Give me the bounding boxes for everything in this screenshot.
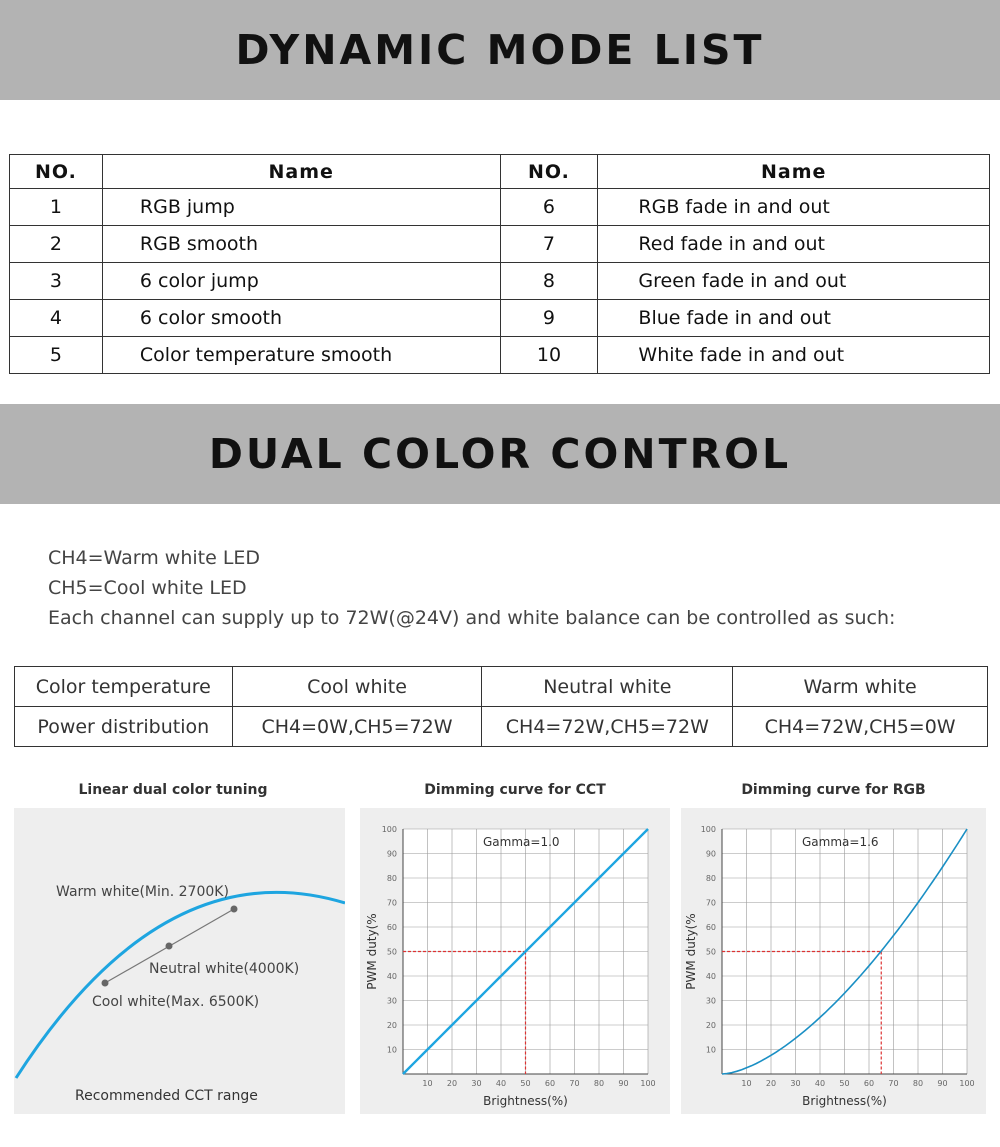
table-header-row [10, 155, 990, 189]
gamma-annotation: Gamma=1.6 [802, 835, 879, 849]
rgb-chart-title: Dimming curve for RGB [741, 782, 926, 798]
x-axis-label: Brightness(%) [802, 1094, 887, 1108]
mode-name: Blue fade in and out [598, 300, 990, 337]
table-row [10, 263, 990, 300]
table-row [10, 189, 990, 226]
intro-line-ch4: CH4=Warm white LED [48, 547, 261, 569]
mode-name: RGB jump [102, 189, 500, 226]
table-cell: CH4=72W,CH5=0W [733, 707, 988, 747]
cct-dimming-chart [360, 808, 670, 1114]
y-tick-label: 40 [386, 972, 397, 981]
mode-number: 9 [500, 300, 598, 337]
warm-white-point [231, 906, 238, 913]
y-tick-label: 30 [386, 996, 397, 1006]
x-tick-label: 90 [937, 1079, 948, 1088]
y-tick-label: 20 [386, 1021, 397, 1030]
dynamic-mode-table [9, 154, 990, 374]
x-tick-label: 100 [640, 1079, 656, 1088]
mode-number: 8 [500, 263, 598, 300]
row-label: Power distribution [15, 707, 233, 747]
mode-number: 10 [500, 337, 598, 374]
mode-number: 4 [10, 300, 103, 337]
cct-chart-title: Dimming curve for CCT [424, 782, 606, 798]
table-row [10, 226, 990, 263]
y-tick-label: 90 [705, 849, 716, 859]
linear-tuning-panel [14, 808, 345, 1114]
dynamic-mode-banner [0, 0, 1000, 100]
y-axis-label: PWM duty(% [365, 913, 379, 990]
header-no: NO. [500, 155, 598, 189]
table-row [15, 667, 988, 707]
header-name: Name [102, 155, 500, 189]
mode-name: Red fade in and out [598, 226, 990, 263]
y-tick-label: 30 [705, 996, 716, 1006]
mode-number: 7 [500, 226, 598, 263]
y-tick-label: 10 [386, 1045, 397, 1055]
x-tick-label: 30 [471, 1079, 482, 1088]
linear-tuning-diagram [14, 808, 345, 1114]
mode-number: 5 [10, 337, 103, 374]
table-row [10, 337, 990, 374]
neutral-white-point [166, 943, 173, 950]
x-tick-label: 80 [593, 1079, 605, 1088]
intro-line-capacity: Each channel can supply up to 72W(@24V) and white balance can be controlled as such: [48, 607, 896, 629]
x-tick-label: 10 [422, 1079, 433, 1088]
mode-number: 1 [10, 189, 103, 226]
y-tick-label: 70 [705, 898, 716, 908]
y-tick-label: 20 [705, 1021, 716, 1030]
table-row [10, 300, 990, 337]
mode-number: 2 [10, 226, 103, 263]
y-tick-label: 40 [705, 972, 716, 981]
rgb-chart-panel [681, 808, 986, 1114]
x-tick-label: 40 [495, 1079, 507, 1088]
y-tick-label: 60 [705, 923, 716, 932]
dual-color-title: DUAL COLOR CONTROL [208, 430, 792, 478]
y-tick-label: 50 [705, 947, 716, 957]
y-tick-label: 50 [386, 947, 397, 957]
x-tick-label: 90 [618, 1079, 629, 1088]
x-tick-label: 50 [520, 1079, 531, 1088]
table-cell: Warm white [733, 667, 988, 707]
x-axis-label: Brightness(%) [483, 1094, 568, 1108]
x-tick-label: 20 [446, 1079, 458, 1088]
table-cell: Neutral white [482, 667, 733, 707]
cool-white-point [102, 980, 109, 987]
x-tick-label: 50 [839, 1079, 850, 1088]
x-tick-label: 100 [959, 1079, 975, 1088]
y-tick-label: 60 [386, 923, 397, 932]
table-cell: Cool white [232, 667, 482, 707]
mode-name: RGB smooth [102, 226, 500, 263]
table-cell: CH4=72W,CH5=72W [482, 707, 733, 747]
row-label: Color temperature [15, 667, 233, 707]
dual-color-banner [0, 404, 1000, 504]
neutral-white-label: Neutral white(4000K) [149, 961, 300, 977]
mode-name: RGB fade in and out [598, 189, 990, 226]
y-tick-label: 10 [705, 1045, 716, 1055]
x-tick-label: 20 [765, 1079, 777, 1088]
y-tick-label: 70 [386, 898, 397, 908]
cct-chart-panel [360, 808, 670, 1114]
linear-tuning-title: Linear dual color tuning [78, 782, 268, 798]
mode-number: 3 [10, 263, 103, 300]
x-tick-label: 70 [569, 1079, 580, 1088]
y-tick-label: 80 [705, 874, 716, 883]
x-tick-label: 30 [790, 1079, 801, 1088]
header-name: Name [598, 155, 990, 189]
rgb-dimming-chart [681, 808, 986, 1114]
recommended-range-caption: Recommended CCT range [75, 1088, 258, 1104]
y-tick-label: 90 [386, 849, 397, 859]
dynamic-mode-title: DYNAMIC MODE LIST [235, 26, 765, 74]
power-distribution-table [14, 666, 988, 747]
mode-name: Color temperature smooth [102, 337, 500, 374]
y-tick-label: 100 [381, 825, 397, 834]
mode-name: White fade in and out [598, 337, 990, 374]
header-no: NO. [10, 155, 103, 189]
intro-line-ch5: CH5=Cool white LED [48, 577, 247, 599]
mode-name: Green fade in and out [598, 263, 990, 300]
table-row [15, 707, 988, 747]
x-tick-label: 40 [814, 1079, 826, 1088]
mode-name: 6 color jump [102, 263, 500, 300]
x-tick-label: 80 [912, 1079, 924, 1088]
x-tick-label: 10 [741, 1079, 752, 1088]
cool-white-label: Cool white(Max. 6500K) [92, 994, 260, 1010]
mode-name: 6 color smooth [102, 300, 500, 337]
x-tick-label: 60 [863, 1079, 875, 1088]
warm-white-label: Warm white(Min. 2700K) [56, 884, 229, 900]
table-cell: CH4=0W,CH5=72W [232, 707, 482, 747]
y-tick-label: 80 [386, 874, 397, 883]
y-axis-label: PWM duty(% [684, 913, 698, 990]
y-tick-label: 100 [700, 825, 716, 834]
mode-number: 6 [500, 189, 598, 226]
cct-curve [16, 892, 345, 1078]
x-tick-label: 60 [544, 1079, 556, 1088]
x-tick-label: 70 [888, 1079, 899, 1088]
gamma-annotation: Gamma=1.0 [483, 835, 560, 849]
